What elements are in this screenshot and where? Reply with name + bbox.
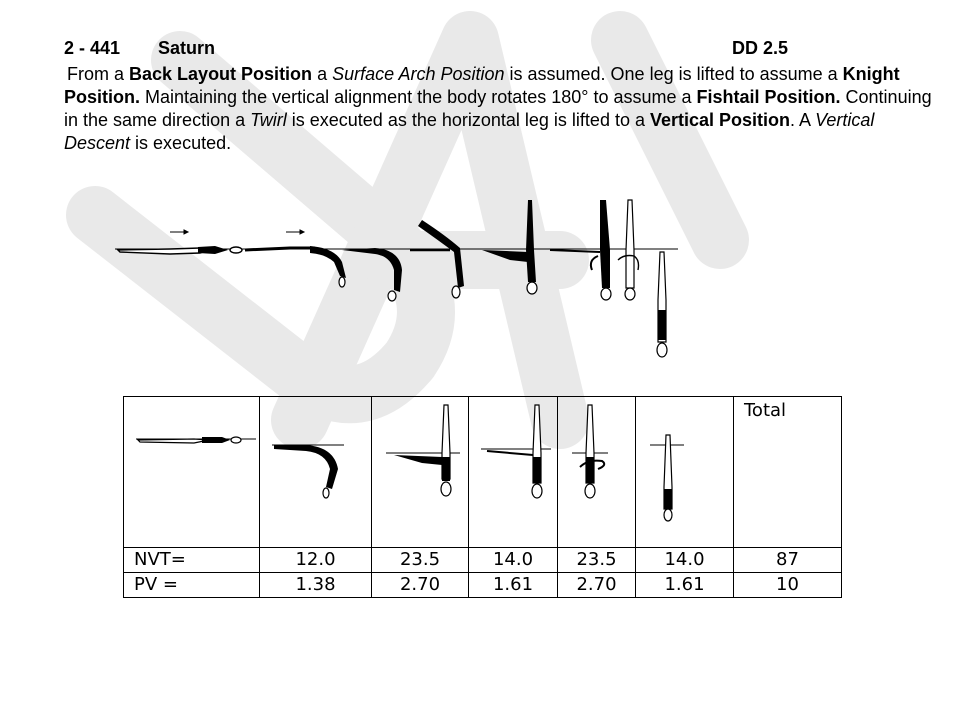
desc-text: Maintaining the vertical alignment the body rotates 180° to assume a xyxy=(140,87,697,107)
figure-description xyxy=(64,63,934,155)
table-figure-cell-4 xyxy=(469,397,558,548)
fishtail-figure xyxy=(469,397,557,547)
surface-arch-figure xyxy=(260,397,371,547)
pv-value: 2.70 xyxy=(558,573,636,598)
desc-term-surface-arch: Surface Arch Position xyxy=(332,64,505,84)
total-header: Total xyxy=(744,400,787,421)
table-figure-cell-3 xyxy=(372,397,469,548)
nvt-value: 23.5 xyxy=(372,548,469,573)
table-figure-cell-1 xyxy=(124,397,260,548)
desc-text: From a xyxy=(67,64,130,84)
desc-term-twirl: Twirl xyxy=(250,110,287,130)
degree-of-difficulty: DD 2.5 xyxy=(732,38,789,58)
table-figure-cell-5 xyxy=(558,397,636,548)
desc-text: is executed as the horizontal leg is lifted to a xyxy=(286,110,650,130)
nvt-value: 14.0 xyxy=(636,548,734,573)
table-row-nvt xyxy=(124,548,842,573)
pv-value: 2.70 xyxy=(372,573,469,598)
vertical-descent-figure xyxy=(636,397,733,547)
nvt-value: 14.0 xyxy=(469,548,558,573)
nvt-value: 12.0 xyxy=(260,548,372,573)
knight-figure xyxy=(372,397,468,547)
figure-heading xyxy=(64,38,804,60)
pv-total: 10 xyxy=(734,573,842,598)
desc-term-fishtail: Fishtail Position. xyxy=(696,87,841,107)
figure-sequence-illustration xyxy=(110,190,690,370)
table-figure-row xyxy=(124,397,842,548)
desc-term-back-layout: Back Layout Position xyxy=(129,64,313,84)
desc-text: is executed. xyxy=(130,133,232,153)
desc-text: Continuing in the same direction a xyxy=(64,87,932,130)
twirl-figure xyxy=(558,397,635,547)
row-label: PV = xyxy=(124,573,260,598)
total-header-cell xyxy=(734,397,842,548)
table-figure-cell-6 xyxy=(636,397,734,548)
desc-text: a xyxy=(312,64,333,84)
desc-term-vertical: Vertical Position xyxy=(649,110,791,130)
desc-text: . A xyxy=(790,110,816,130)
figure-name: Saturn xyxy=(158,38,216,58)
table-row-pv xyxy=(124,573,842,598)
table-figure-cell-2 xyxy=(260,397,372,548)
pv-value: 1.38 xyxy=(260,573,372,598)
pv-value: 1.61 xyxy=(636,573,734,598)
desc-term-vertical-descent: Vertical Descent xyxy=(64,110,875,153)
desc-term-knight: Knight Position. xyxy=(64,64,900,107)
row-label: NVT= xyxy=(124,548,260,573)
nvt-total: 87 xyxy=(734,548,842,573)
pv-value: 1.61 xyxy=(469,573,558,598)
back-layout-figure xyxy=(124,397,259,547)
nvt-value: 23.5 xyxy=(558,548,636,573)
desc-text: is assumed. One leg is lifted to assume a xyxy=(504,64,843,84)
score-table xyxy=(123,396,842,598)
figure-code: 2 - 441 xyxy=(64,38,121,58)
